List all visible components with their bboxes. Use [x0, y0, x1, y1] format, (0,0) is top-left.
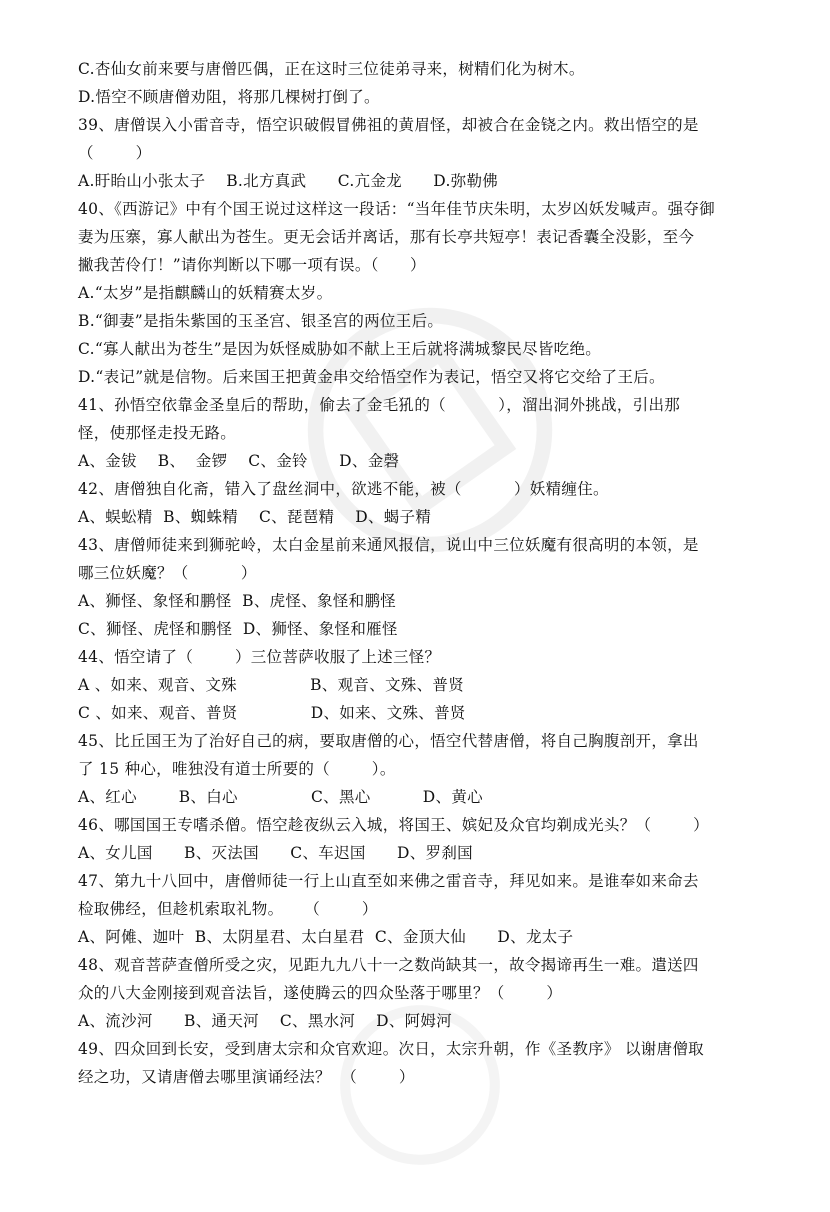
answer-blank: （ ）: [78, 144, 152, 162]
question-text: 41、孙悟空依靠金圣皇后的帮助，偷去了金毛犼的（ ），溜出洞外挑战，引出那: [78, 396, 681, 414]
question-text: 44、悟空请了（ ）三位菩萨收服了上述三怪？: [78, 648, 441, 666]
answer-options: C 、如来、观音、普贤 D、如来、文殊、普贤: [78, 704, 466, 722]
question-text: 检取佛经，但趁机索取礼物。 （ ）: [78, 900, 378, 918]
question-text: 49、四众回到长安，受到唐太宗和众官欢迎。次日，太宗升朝，作《圣教序》 以谢唐僧取: [78, 1040, 704, 1058]
question-text: 45、比丘国王为了治好自己的病，要取唐僧的心，悟空代替唐僧，将自己胸腹剖开，拿出: [78, 732, 699, 750]
answer-options: A、蜈蚣精 B、蜘蛛精 C、琵琶精 D、蝎子精: [78, 508, 432, 526]
answer-options: A.盱眙山小张太子 B.北方真武 C.亢金龙 D.弥勒佛: [78, 172, 499, 190]
answer-options: A、流沙河 B、通天河 C、黑水河 D、阿姆河: [78, 1012, 453, 1030]
answer-options: C、狮怪、虎怪和鹏怪 D、狮怪、象怪和雁怪: [78, 620, 398, 638]
document-page: [78, 55, 768, 1091]
answer-options: A、阿傩、迦叶 B、太阴星君、太白星君 C、金顶大仙 D、龙太子: [78, 928, 574, 946]
question-text: 39、唐僧误入小雷音寺，悟空识破假冒佛祖的黄眉怪，却被合在金铙之内。救出悟空的是: [78, 116, 699, 134]
answer-options: A 、如来、观音、文殊 B、观音、文殊、普贤: [78, 676, 464, 694]
answer-option: D.“表记”就是信物。后来国王把黄金串交给悟空作为表记，悟空又将它交给了王后。: [78, 368, 665, 386]
question-text: 42、唐僧独自化斋，错入了盘丝洞中，欲逃不能，被（ ）妖精缠住。: [78, 480, 609, 498]
question-text: 哪三位妖魔？（ ）: [78, 564, 257, 582]
question-text: 妻为压寨，寡人献出为苍生。更无会话并离话，那有长亭共短亭！表记香囊全没影，至今: [78, 228, 695, 246]
text-line: D.悟空不顾唐僧劝阻，将那几棵树打倒了。: [78, 88, 380, 106]
question-text: 撇我苦伶仃！”请你判断以下哪一项有误。（ ）: [78, 256, 426, 274]
answer-option: C.“寡人献出为苍生”是因为妖怪威胁如不献上王后就将满城黎民尽皆吃绝。: [78, 340, 602, 358]
text-line: C.杏仙女前来要与唐僧匹偶，正在这时三位徒弟寻来，树精们化为树木。: [78, 60, 585, 78]
question-text: 43、唐僧师徒来到狮驼岭，太白金星前来通风报信，说山中三位妖魔有很高明的本领，是: [78, 536, 699, 554]
answer-option: B.“御妻”是指朱紫国的玉圣宫、银圣宫的两位王后。: [78, 312, 444, 330]
question-text: 经之功，又请唐僧去哪里演诵经法？ （ ）: [78, 1068, 415, 1086]
question-text: 怪，使那怪走投无路。: [78, 424, 237, 442]
question-text: 47、第九十八回中，唐僧师徒一行上山直至如来佛之雷音寺，拜见如来。是谁奉如来命去: [78, 872, 699, 890]
question-text: 46、哪国国王专嗜杀僧。悟空趁夜纵云入城，将国王、嫔妃及众官均剃成光头？（ ）: [78, 816, 709, 834]
question-text: 了 15 种心，唯独没有道士所要的（ ）。: [78, 760, 396, 778]
question-text: 40、《西游记》中有个国王说过这样这一段话：“当年佳节庆朱明，太岁凶妖发喊声。强夺御: [78, 200, 715, 218]
question-text: 48、观音菩萨查僧所受之灾，见距九九八十一之数尚缺其一，故令揭谛再生一难。遣送四: [78, 956, 699, 974]
question-text: 众的八大金刚接到观音法旨，遂使腾云的四众坠落于哪里？（ ）: [78, 984, 563, 1002]
answer-options: A、红心 B、白心 C、黑心 D、黄心: [78, 788, 483, 806]
answer-options: A、狮怪、象怪和鹏怪 B、虎怪、象怪和鹏怪: [78, 592, 397, 610]
answer-options: A、女儿国 B、灭法国 C、车迟国 D、罗刹国: [78, 844, 473, 862]
answer-option: A.“太岁”是指麒麟山的妖精赛太岁。: [78, 284, 333, 302]
answer-options: A、金钹 B、 金锣 C、金铃 D、金磬: [78, 452, 400, 470]
